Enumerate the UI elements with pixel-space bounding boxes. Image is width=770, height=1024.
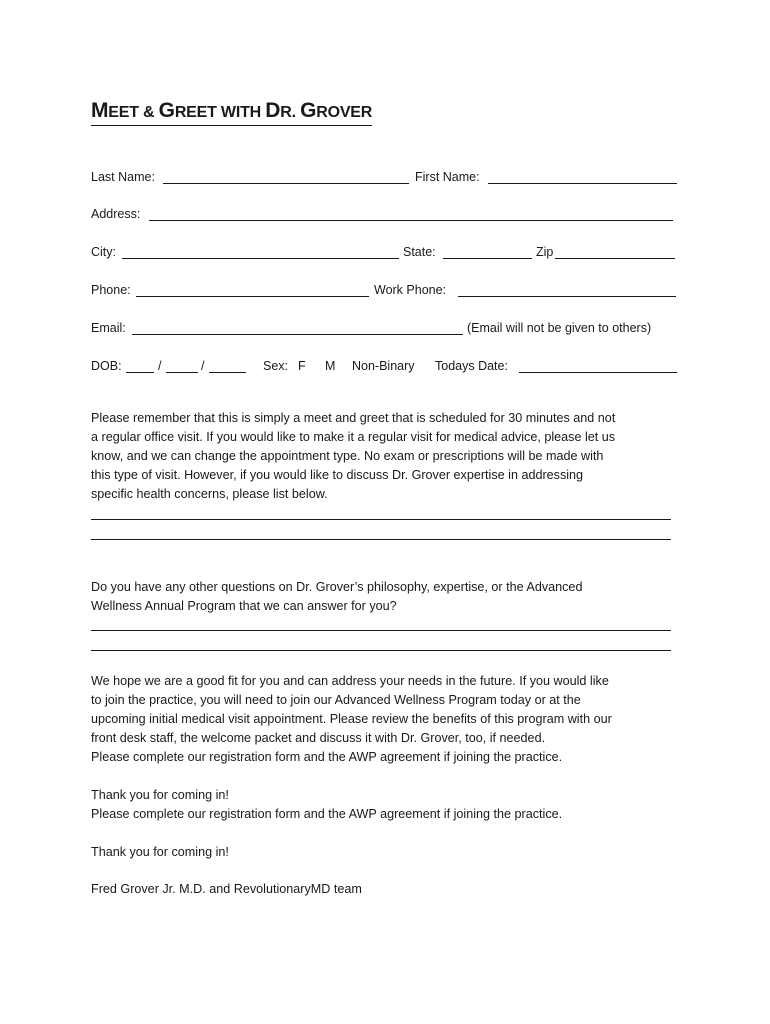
text-line: Thank you for coming in!: [91, 788, 229, 802]
closing-text: [91, 786, 681, 824]
dob-separator: /: [158, 359, 162, 373]
dob-month-field[interactable]: [126, 372, 154, 373]
questions-line[interactable]: [91, 650, 671, 651]
phone-field[interactable]: [136, 296, 369, 297]
city-row: [91, 243, 677, 261]
dob-year-field[interactable]: [209, 372, 246, 373]
page-title: MEET & GREET WITH DR. GROVER: [91, 98, 372, 126]
name-row: [91, 168, 677, 186]
health-concerns-line[interactable]: [91, 519, 671, 520]
sex-option-m[interactable]: M: [325, 359, 336, 373]
sex-label: Sex:: [263, 359, 289, 373]
last-name-label: Last Name:: [91, 170, 155, 184]
city-field[interactable]: [122, 258, 399, 259]
work-phone-label: Work Phone:: [374, 283, 447, 297]
questions-line[interactable]: [91, 630, 671, 631]
text-line: Please remember that this is simply a meet and greet that is scheduled for 30 minutes and not: [91, 411, 616, 425]
text-line: We hope we are a good fit for you and can address your needs in the future. If you would like: [91, 674, 609, 688]
email-field[interactable]: [132, 334, 463, 335]
thank-you-text: Thank you for coming in!: [91, 845, 229, 859]
zip-field[interactable]: [555, 258, 675, 259]
work-phone-field[interactable]: [458, 296, 676, 297]
program-info: [91, 672, 681, 767]
sex-option-f[interactable]: F: [298, 359, 306, 373]
address-field[interactable]: [149, 220, 673, 221]
text-line: Please complete our registration form and the AWP agreement if joining the practice.: [91, 750, 563, 764]
state-label: State:: [403, 245, 436, 259]
text-line: this type of visit. However, if you would like to discuss Dr. Grover expertise in addressing: [91, 468, 584, 482]
meet-greet-notice: [91, 409, 681, 504]
signature: Fred Grover Jr. M.D. and RevolutionaryMD team: [91, 882, 362, 896]
first-name-field[interactable]: [488, 183, 677, 184]
phone-label: Phone:: [91, 283, 131, 297]
state-field[interactable]: [443, 258, 532, 259]
text-line: front desk staff, the welcome packet and discuss it with Dr. Grover, too, if needed.: [91, 731, 546, 745]
address-label: Address:: [91, 207, 141, 221]
text-line: to join the practice, you will need to join our Advanced Wellness Program today or at the: [91, 693, 581, 707]
zip-label: Zip: [536, 245, 554, 259]
text-line: Do you have any other questions on Dr. Grover’s philosophy, expertise, or the Advanced: [91, 580, 583, 594]
email-row: [91, 319, 677, 337]
first-name-label: First Name:: [415, 170, 480, 184]
phone-row: [91, 281, 677, 299]
todays-date-label: Todays Date:: [435, 359, 508, 373]
todays-date-field[interactable]: [519, 372, 677, 373]
health-concerns-line[interactable]: [91, 539, 671, 540]
dob-day-field[interactable]: [166, 372, 198, 373]
email-note: (Email will not be given to others): [467, 321, 652, 335]
city-label: City:: [91, 245, 116, 259]
email-label: Email:: [91, 321, 126, 335]
questions-prompt: [91, 578, 681, 616]
last-name-field[interactable]: [163, 183, 409, 184]
address-row: [91, 205, 677, 223]
dob-separator: /: [201, 359, 205, 373]
dob-label: DOB:: [91, 359, 122, 373]
sex-option-non-binary[interactable]: Non-Binary: [352, 359, 415, 373]
text-line: know, and we can change the appointment type. No exam or prescriptions will be made with: [91, 449, 604, 463]
text-line: Wellness Annual Program that we can answer for you?: [91, 599, 397, 613]
text-line: Please complete our registration form and the AWP agreement if joining the practice.: [91, 807, 563, 821]
text-line: a regular office visit. If you would like to make it a regular visit for medical advice, please let us: [91, 430, 616, 444]
text-line: specific health concerns, please list below.: [91, 487, 328, 501]
text-line: upcoming initial medical visit appointment. Please review the benefits of this program with our: [91, 712, 612, 726]
dob-row: [91, 357, 677, 375]
